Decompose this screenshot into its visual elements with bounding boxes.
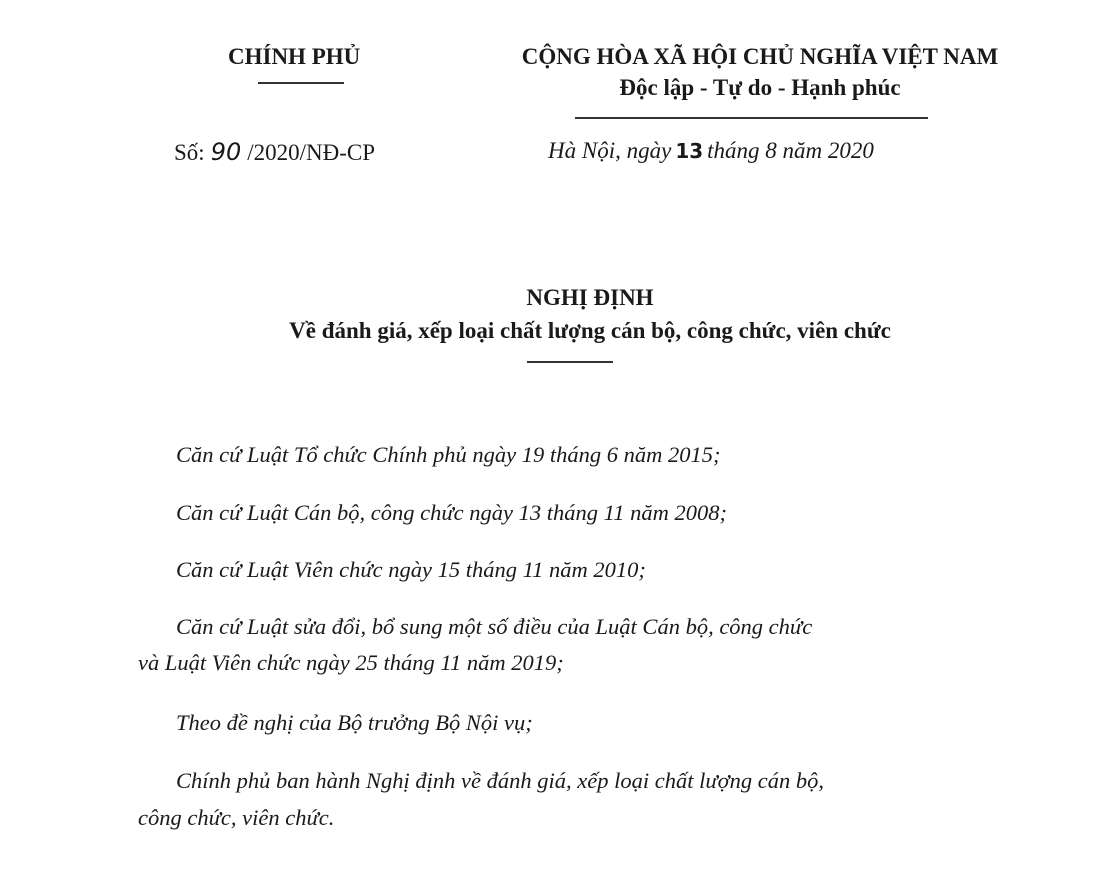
place-date-prefix: Hà Nội, ngày	[548, 138, 672, 163]
enactment-clause: Chính phủ ban hành Nghị định về đánh giá, xếp loại chất lượng cán bộ,	[176, 768, 824, 793]
preamble-paragraph: Căn cứ Luật sửa đổi, bổ sung một số điều của Luật Cán bộ, công chức	[176, 614, 813, 639]
date-day: 13	[675, 139, 704, 163]
place-and-date	[548, 138, 874, 164]
document-type-heading: NGHỊ ĐỊNH	[526, 285, 654, 310]
document-number-value: 90	[210, 138, 242, 166]
document-subject-title: Về đánh giá, xếp loại chất lượng cán bộ, công chức, viên chức	[289, 318, 891, 343]
document-number	[174, 138, 375, 166]
document-number-suffix: /2020/NĐ-CP	[247, 140, 376, 165]
motto-underline-divider	[575, 117, 928, 119]
preamble-paragraph: Căn cứ Luật Viên chức ngày 15 tháng 11 năm 2010;	[176, 557, 646, 582]
preamble-paragraph-continuation: và Luật Viên chức ngày 25 tháng 11 năm 2019;	[138, 650, 564, 675]
enactment-clause-continuation: công chức, viên chức.	[138, 805, 335, 830]
title-underline-divider	[527, 361, 613, 363]
issuing-agency: CHÍNH PHỦ	[228, 44, 361, 69]
place-date-suffix: tháng 8 năm 2020	[707, 138, 874, 163]
national-motto: Độc lập - Tự do - Hạnh phúc	[619, 75, 901, 100]
document-number-prefix: Số:	[174, 140, 205, 165]
agency-underline-divider	[258, 82, 344, 84]
preamble-paragraph: Căn cứ Luật Cán bộ, công chức ngày 13 tháng 11 năm 2008;	[176, 500, 727, 525]
national-title: CỘNG HÒA XÃ HỘI CHỦ NGHĨA VIỆT NAM	[521, 44, 999, 69]
preamble-paragraph: Căn cứ Luật Tổ chức Chính phủ ngày 19 tháng 6 năm 2015;	[176, 442, 721, 467]
preamble-paragraph: Theo đề nghị của Bộ trưởng Bộ Nội vụ;	[176, 710, 533, 735]
